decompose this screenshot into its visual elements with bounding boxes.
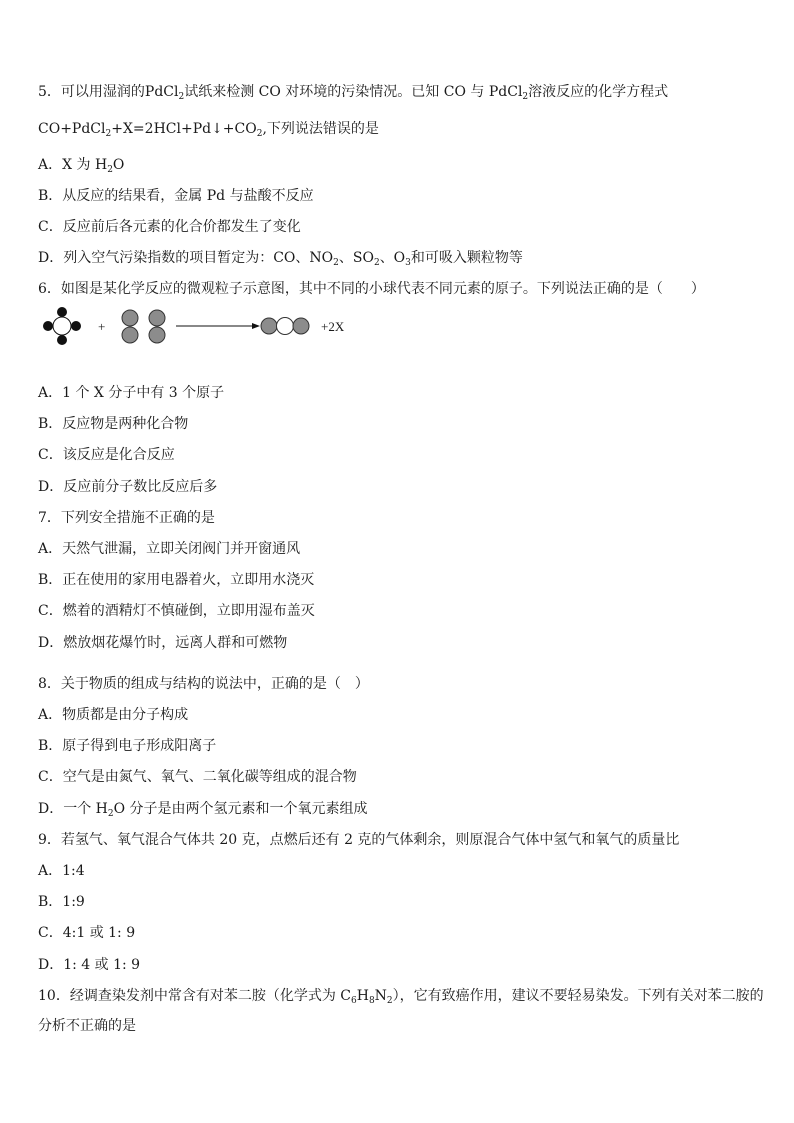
black-atom	[57, 335, 67, 345]
black-atom	[43, 321, 53, 331]
option-text: 、SO	[338, 250, 374, 266]
equation-part: +X=2HCl+Pd↓+CO	[111, 121, 257, 137]
q10-stem-part: 10．经调查染发剂中常含有对苯二胺（化学式为 C	[38, 988, 351, 1004]
option-text: 和可吸入颗粒物等	[410, 250, 523, 266]
product-molecule	[261, 318, 309, 335]
equation-part: CO+PdCl	[38, 121, 106, 137]
gray-atom	[149, 327, 165, 343]
gray-atom	[122, 327, 138, 343]
q5-option-c: C．反应前后各元素的化合价都发生了变化	[38, 219, 301, 235]
q8-option-b: B．原子得到电子形成阳离子	[38, 738, 217, 754]
question-5-stem	[38, 82, 668, 102]
reactant-molecule-2	[122, 310, 165, 343]
q10-stem-part: N	[374, 988, 387, 1004]
q10-stem-sub: 6	[350, 996, 357, 1006]
option-text: 、O	[379, 250, 406, 266]
gray-atom	[149, 310, 165, 326]
equation-sub: 2	[105, 129, 112, 139]
q5-option-d	[38, 248, 523, 268]
q8-option-d	[38, 799, 368, 819]
q5-stem-sub: 2	[522, 92, 529, 102]
q9-option-a: A．1:4	[38, 863, 85, 879]
q5-stem-part: 溶液反应的化学方程式	[528, 84, 669, 100]
q8-option-c: C．空气是由氮气、氧气、二氧化碳等组成的混合物	[38, 769, 357, 785]
question-7-stem: 7．下列安全措施不正确的是	[38, 510, 215, 526]
q7-option-a: A．天然气泄漏，立即关闭阀门并开窗通风	[38, 541, 301, 557]
q10-stem-sub: 8	[368, 996, 375, 1006]
option-sub: 2	[107, 809, 114, 819]
question-6-stem: 6．如图是某化学反应的微观粒子示意图，其中不同的小球代表不同元素的原子。下列说法正确的是（ ）	[38, 281, 705, 297]
q7-option-c: C．燃着的酒精灯不慎碰倒，立即用湿布盖灭	[38, 603, 315, 619]
q7-option-d: D．燃放烟花爆竹时，远离人群和可燃物	[38, 635, 288, 651]
option-text: D．一个 H	[38, 801, 108, 817]
option-text: A．X 为 H	[38, 157, 108, 173]
option-text: O	[112, 157, 125, 173]
q10-stem-part: H	[356, 988, 369, 1004]
q9-option-c: C．4:1 或 1: 9	[38, 925, 136, 941]
option-sub: 2	[373, 258, 380, 268]
equation-part: ,下列说法错误的是	[262, 121, 379, 137]
black-atom	[57, 307, 67, 317]
q5-stem-part: 试纸来检测 CO 对环境的污染情况。已知 CO 与 PdCl	[184, 84, 523, 100]
reactant-molecule-1	[43, 307, 81, 345]
q9-option-d: D．1: 4 或 1: 9	[38, 957, 141, 973]
question-8-stem: 8．关于物质的组成与结构的说法中，正确的是（ ）	[38, 676, 369, 692]
plus-sign: +	[98, 319, 106, 334]
question-5-equation	[38, 119, 379, 139]
q5-option-a	[38, 155, 124, 175]
gray-atom	[261, 318, 277, 334]
option-sub: 3	[405, 258, 411, 268]
product-x-label: +2X	[321, 319, 345, 334]
reaction-diagram	[38, 306, 368, 352]
q8-option-a: A．物质都是由分子构成	[38, 707, 189, 723]
white-atom	[53, 317, 71, 335]
arrow-head	[252, 323, 260, 329]
q5-stem-part: 5．可以用湿润的PdCl	[38, 84, 179, 100]
question-9-stem: 9．若氢气、氧气混合气体共 20 克，点燃后还有 2 克的气体剩余，则原混合气体中氢气和氧气的质量比	[38, 832, 680, 848]
equation-sub: 2	[256, 129, 263, 139]
q7-option-b: B．正在使用的家用电器着火，立即用水浇灭	[38, 572, 315, 588]
q10-stem-sub: 2	[386, 996, 393, 1006]
q6-option-b: B．反应物是两种化合物	[38, 416, 189, 432]
option-text: O 分子是由两个氢元素和一个氧元素组成	[113, 801, 368, 817]
q6-option-d: D．反应前分子数比反应后多	[38, 479, 218, 495]
q6-option-a: A．1 个 X 分子中有 3 个原子	[38, 385, 225, 401]
option-sub: 2	[107, 165, 113, 175]
gray-atom	[122, 310, 138, 326]
q6-option-c: C．该反应是化合反应	[38, 447, 175, 463]
gray-atom	[293, 318, 309, 334]
q5-stem-sub: 2	[178, 92, 185, 102]
q5-option-b: B．从反应的结果看，金属 Pd 与盐酸不反应	[38, 188, 314, 204]
black-atom	[71, 321, 81, 331]
question-10-stem-line2: 分析不正确的是	[38, 1018, 136, 1034]
white-atom	[277, 318, 294, 335]
q9-option-b: B．1:9	[38, 894, 85, 910]
option-text: D．列入空气污染指数的项目暂定为：CO、NO	[38, 250, 334, 266]
question-10-stem	[38, 986, 764, 1006]
reaction-arrow	[176, 323, 260, 329]
option-sub: 2	[333, 258, 339, 268]
q10-stem-part: ），它有致癌作用，建议不要轻易染发。下列有关对苯二胺的	[392, 988, 764, 1004]
